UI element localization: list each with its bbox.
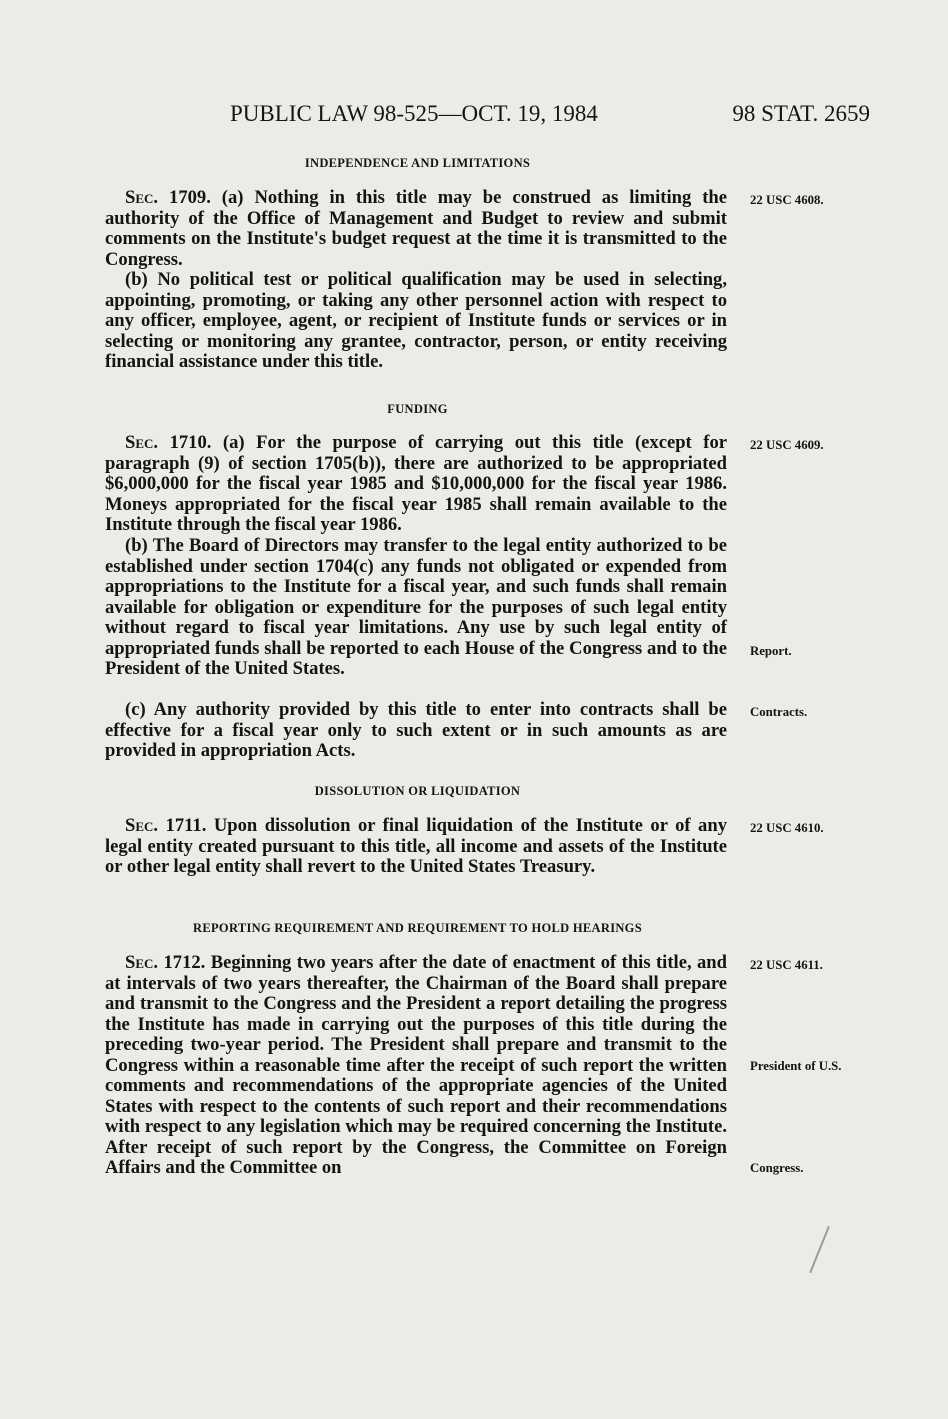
- section-1710-a-text: 1710. (a) For the purpose of carrying out this title (except for paragraph (9) of section 1705(b)), there are authorized to be appropriated $6,000,000 for the fiscal year 1985 and $10,000,000 for the fiscal year 1986. Moneys appropriated for the fiscal year 1985 shall remain available to the Institute through the fiscal year 1986.: [105, 432, 727, 535]
- margin-note-22-usc-4610: 22 USC 4610.: [750, 821, 824, 835]
- section-heading-reporting: REPORTING REQUIREMENT AND REQUIREMENT TO HOLD HEARINGS: [193, 921, 642, 935]
- margin-note-contracts: Contracts.: [750, 705, 808, 719]
- section-1711: [105, 816, 727, 878]
- section-1710-c: (c) Any authority provided by this title to enter into contracts shall be effective for a fiscal year only to such extent or in such amounts as are provided in appropriation Acts.: [105, 699, 727, 761]
- pen-stroke-mark: [809, 1226, 830, 1273]
- section-1709-a-text: 1709. (a) Nothing in this title may be construed as limiting the authority of the Office of Management and Budget to review and submit comments on the Institute's budget request at the time it is transmitted to the Congress.: [105, 187, 727, 270]
- margin-note-congress: Congress.: [750, 1161, 804, 1175]
- section-heading-dissolution: DISSOLUTION OR LIQUIDATION: [314, 784, 521, 798]
- margin-note-22-usc-4608: 22 USC 4608.: [750, 193, 824, 207]
- margin-note-22-usc-4609: 22 USC 4609.: [750, 438, 824, 452]
- section-1712: [105, 953, 727, 1179]
- section-heading-funding: FUNDING: [387, 402, 448, 416]
- section-1709-a: [105, 188, 727, 270]
- sec-label: Sec.: [125, 952, 159, 973]
- section-1712-text: 1712. Beginning two years after the date of enactment of this title, and at intervals of two years thereafter, the Chairman of the Board shall prepare and transmit to the Congress and the President a report detailing the progress the Institute has made in carrying out the purposes of this title during the preceding two-year period. The President shall prepare and transmit to the Congress within a reasonable time after the receipt of such report the written comments and recommendations of the appropriate agencies of the United States with respect to the contents of such report and their recommendations with respect to any legislation which may be required concerning the Institute. After receipt of such report by the Congress, the Committee on Foreign Affairs and the Committee on: [105, 952, 727, 1178]
- sec-label: Sec.: [125, 815, 159, 836]
- statute-page-number: 98 STAT. 2659: [732, 101, 870, 126]
- section-1710-b: (b) The Board of Directors may transfer to the legal entity authorized to be established under section 1704(c) any funds not obligated or expended from appropriations to the Institute for a fiscal year, and such funds shall remain available for obligation or expenditure for the purposes of such legal entity without regard to fiscal year limitations. Any use by such legal entity of appropriated funds shall be reported to each House of the Congress and to the President of the United States.: [105, 535, 727, 679]
- sec-label: Sec.: [125, 187, 159, 208]
- margin-note-president: President of U.S.: [750, 1059, 842, 1073]
- margin-note-22-usc-4611: 22 USC 4611.: [750, 958, 823, 972]
- sec-label: Sec.: [125, 432, 159, 453]
- margin-note-report: Report.: [750, 644, 792, 658]
- section-1710-a: [105, 433, 727, 536]
- section-1711-text: 1711. Upon dissolution or final liquidation of the Institute or of any legal entity created pursuant to this title, all income and assets of the Institute or other legal entity shall revert to the United States Treasury.: [105, 815, 727, 877]
- section-1709-b: (b) No political test or political qualification may be used in selecting, appointing, promoting, or taking any other personnel action with respect to any officer, employee, agent, or recipient of Institute funds or services or in selecting or monitoring any grantee, contractor, person, or entity receiving financial assistance under this title.: [105, 269, 727, 372]
- law-title: PUBLIC LAW 98-525—OCT. 19, 1984: [230, 101, 598, 126]
- section-heading-independence: INDEPENDENCE AND LIMITATIONS: [304, 156, 531, 170]
